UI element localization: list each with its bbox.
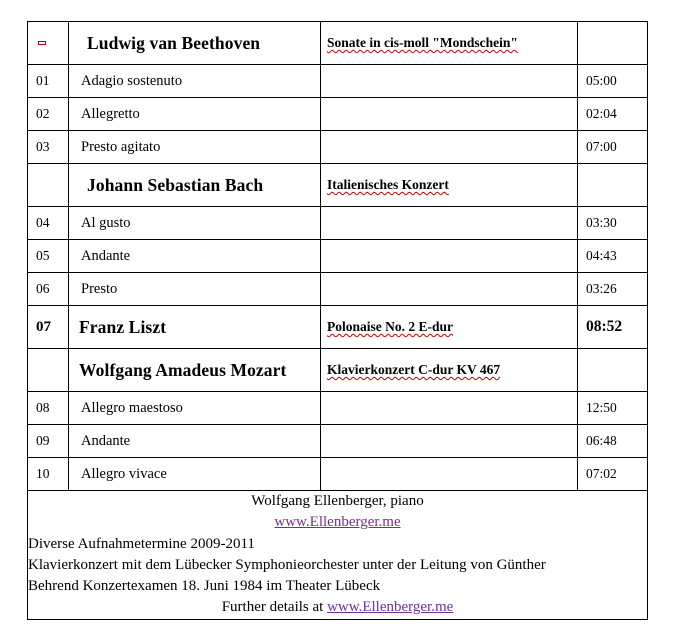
work-cell [321, 273, 578, 306]
work-title [321, 273, 577, 305]
website-link[interactable]: www.Ellenberger.me [274, 514, 401, 531]
track-number: 09 [36, 433, 50, 448]
composer-cell [69, 22, 321, 65]
track-number-cell [28, 306, 69, 349]
work-title: Klavierkonzert C-dur KV 467 [327, 362, 501, 377]
duration-cell [578, 164, 648, 207]
footer-cell [28, 491, 648, 620]
duration [578, 22, 647, 64]
movement-cell [69, 98, 321, 131]
duration-cell [578, 425, 648, 458]
further-details-line [28, 597, 647, 618]
duration-cell [578, 273, 648, 306]
tracklist-table [27, 21, 648, 620]
website-line [28, 512, 647, 533]
work-cell [321, 98, 578, 131]
work-cell [321, 306, 578, 349]
track-number: 01 [36, 73, 50, 88]
movement-title: Adagio sostenuto [81, 72, 183, 89]
work-title [321, 131, 577, 163]
composer-cell [69, 164, 321, 207]
footer-block [28, 491, 647, 619]
movement-title: Allegro maestoso [81, 399, 183, 416]
track-number: 04 [36, 215, 50, 230]
track-number-cell [28, 349, 69, 392]
track-column-header [28, 22, 69, 65]
duration [578, 164, 647, 206]
table-row [28, 425, 648, 458]
track-number [28, 164, 68, 206]
duration: 07:00 [586, 139, 617, 154]
track-number: 10 [36, 466, 50, 481]
movement-cell [69, 207, 321, 240]
recording-dates-line: Diverse Aufnahmetermine 2009-2011 [28, 535, 255, 552]
work-cell [321, 392, 578, 425]
work-title [321, 458, 577, 490]
work-cell [321, 164, 578, 207]
duration-cell [578, 306, 648, 349]
duration-cell [578, 349, 648, 392]
track-number [28, 349, 68, 391]
movement-title: Presto [81, 280, 118, 297]
duration: 08:52 [586, 318, 623, 335]
track-number-cell [28, 164, 69, 207]
track-number-cell [28, 65, 69, 98]
track-number-cell [28, 425, 69, 458]
duration: 06:48 [586, 433, 617, 448]
orchestra-line-1: Klavierkonzert mit dem Lübecker Symphonieorchester unter der Leitung von Günther [28, 556, 546, 573]
movement-cell [69, 458, 321, 491]
movement-title: Andante [81, 432, 131, 449]
duration-cell [578, 392, 648, 425]
work-title: Italienisches Konzert [327, 177, 449, 192]
movement-title: Presto agitato [81, 138, 161, 155]
movement-cell [69, 131, 321, 164]
track-number: 05 [36, 248, 50, 263]
duration-cell [578, 131, 648, 164]
duration-cell [578, 207, 648, 240]
movement-title: Allegro vivace [81, 465, 167, 482]
duration: 03:26 [586, 281, 617, 296]
duration-cell [578, 65, 648, 98]
work-cell [321, 22, 578, 65]
work-title [321, 65, 577, 97]
work-cell [321, 349, 578, 392]
further-details-link[interactable]: www.Ellenberger.me [327, 599, 454, 616]
table-row [28, 207, 648, 240]
further-details-label: Further details at [221, 599, 328, 616]
composer-name: Ludwig van Beethoven [87, 32, 261, 53]
duration: 05:00 [586, 73, 617, 88]
duration-cell [578, 240, 648, 273]
duration: 12:50 [586, 400, 617, 415]
table-footer-row [28, 491, 648, 620]
table-row [28, 240, 648, 273]
work-cell [321, 458, 578, 491]
orchestra-line-2: Behrend Konzertexamen 18. Juni 1984 im Theater Lübeck [28, 578, 381, 595]
work-title: Polonaise No. 2 E-dur [327, 319, 454, 334]
track-number-cell [28, 458, 69, 491]
track-number-cell [28, 392, 69, 425]
table-row [28, 392, 648, 425]
work-cell [321, 240, 578, 273]
duration-cell [578, 22, 648, 65]
track-number-cell [28, 131, 69, 164]
work-cell [321, 131, 578, 164]
performer-line: Wolfgang Ellenberger, piano [251, 493, 424, 509]
movement-title: Allegretto [81, 105, 140, 122]
work-title [321, 392, 577, 424]
table-row [28, 306, 648, 349]
track-number: 07 [36, 318, 51, 335]
duration: 03:30 [586, 215, 617, 230]
work-title [321, 207, 577, 239]
track-number: 08 [36, 400, 50, 415]
movement-cell [69, 425, 321, 458]
table-row [28, 164, 648, 207]
track-number-cell [28, 240, 69, 273]
composer-name: Wolfgang Amadeus Mozart [79, 359, 287, 380]
track-column-label [38, 41, 46, 45]
work-cell [321, 425, 578, 458]
table-row [28, 458, 648, 491]
track-number: 02 [36, 106, 50, 121]
duration: 04:43 [586, 248, 617, 263]
movement-cell [69, 240, 321, 273]
table-row [28, 349, 648, 392]
table-row [28, 273, 648, 306]
work-title [321, 98, 577, 130]
table-row [28, 98, 648, 131]
table-row [28, 22, 648, 65]
work-title [321, 425, 577, 457]
duration [578, 349, 647, 391]
track-number-cell [28, 273, 69, 306]
movement-title: Al gusto [81, 214, 131, 231]
table-row [28, 65, 648, 98]
movement-cell [69, 273, 321, 306]
movement-title: Andante [81, 247, 131, 264]
composer-name: Johann Sebastian Bach [87, 174, 264, 195]
composer-name: Franz Liszt [79, 316, 167, 337]
track-number: 03 [36, 139, 50, 154]
duration-cell [578, 458, 648, 491]
work-title [321, 240, 577, 272]
track-number: 06 [36, 281, 50, 296]
work-title: Sonate in cis-moll "Mondschein" [327, 35, 518, 50]
duration-cell [578, 98, 648, 131]
composer-cell [69, 306, 321, 349]
duration: 02:04 [586, 106, 617, 121]
table-row [28, 131, 648, 164]
work-cell [321, 207, 578, 240]
track-number-cell [28, 207, 69, 240]
movement-cell [69, 392, 321, 425]
movement-cell [69, 65, 321, 98]
work-cell [321, 65, 578, 98]
composer-cell [69, 349, 321, 392]
duration: 07:02 [586, 466, 617, 481]
track-number-cell [28, 98, 69, 131]
